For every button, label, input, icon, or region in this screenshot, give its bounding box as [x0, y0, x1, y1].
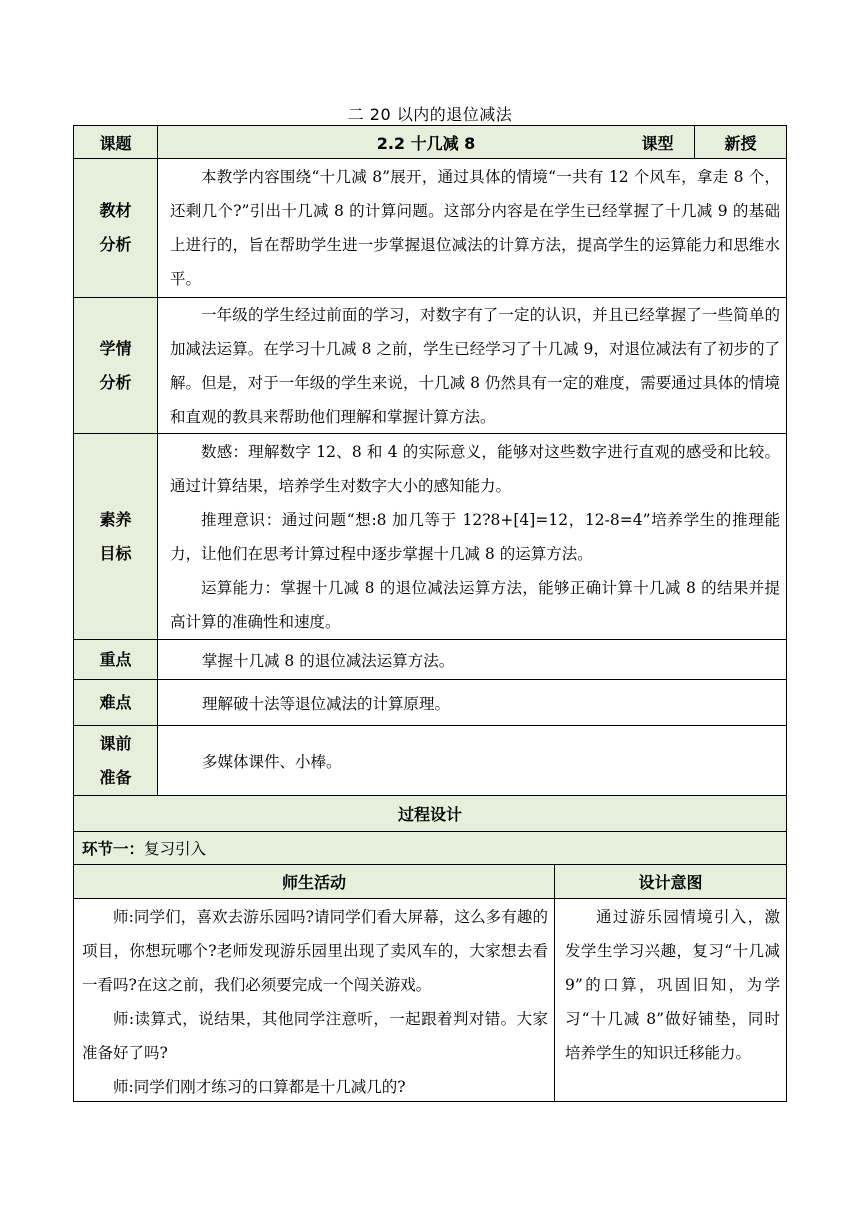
document-title: 二 20 以内的退位减法: [347, 105, 513, 124]
stage-one-title: 复习引入: [144, 840, 207, 858]
difficulty-label: 难点: [74, 680, 158, 726]
topic-label: 课题: [74, 126, 158, 159]
topic-value: 2.2 十几减 8: [158, 126, 695, 159]
material-analysis-text: 本教学内容围绕“十几减 8”展开，通过具体的情境“一共有 12 个风车，拿走 8 个，还剩几个?”引出十几减 8 的计算问题。这部分内容是在学生已经掌握了十几减 9 的基础上进行的，旨在帮助学生进一步掌握退位减法的计算方法，提高学生的运算能力和思维水平。: [158, 159, 786, 298]
design-intent: 通过游乐园情境引入，激发学生学习兴趣，复习“十几减 9”的口算，巩固旧知，为学习“十几减 8”做好铺垫，同时培养学生的知识迁移能力。: [565, 908, 780, 1062]
stage-one-label: 环节一：: [82, 840, 145, 858]
goal-reasoning: 推理意识：通过问题“想:8 加几等于 12?8+[4]=12，12-8=4”培养学生的推理能力，让他们在思考计算过程中逐步掌握十几减 8 的运算方法。: [170, 510, 780, 563]
process-design-title: 过程设计: [74, 796, 786, 832]
material-analysis-label: 教材 分析: [74, 159, 158, 298]
activity-paragraph: 师:同学们，喜欢去游乐园吗?请同学们看大屏幕，这么多有趣的项目，你想玩哪个?老师发现游乐园里出现了卖风车的，大家想去看一看吗?在这之前，我们必须要完成一个闯关游戏。: [82, 908, 548, 994]
difficulty-text: 理解破十法等退位减法的计算原理。: [158, 680, 786, 726]
type-label: 课型: [621, 126, 695, 159]
activity-paragraph: 师:同学们刚才练习的口算都是十几减几的?: [113, 1078, 406, 1096]
goal-computation: 运算能力：掌握十几减 8 的退位减法运算方法，能够正确计算十几减 8 的结果并提高计算的准确性和速度。: [170, 578, 780, 631]
literacy-goals-text: [158, 434, 786, 640]
teacher-student-activities: [74, 899, 555, 1101]
goal-number-sense: 数感：理解数字 12、8 和 4 的实际意义，能够对这些数字进行直观的感受和比较。通过计算结果，培养学生对数字大小的感知能力。: [170, 442, 780, 495]
type-value: 新授: [695, 126, 786, 159]
preparation-text: 多媒体课件、小棒。: [158, 726, 786, 796]
key-point-text: 掌握十几减 8 的退位减法运算方法。: [158, 640, 786, 680]
key-point-label: 重点: [74, 640, 158, 680]
student-analysis-label: 学情 分析: [74, 298, 158, 434]
literacy-goals-label: 素养 目标: [74, 434, 158, 640]
student-analysis-text: 一年级的学生经过前面的学习，对数字有了一定的认识，并且已经掌握了一些简单的加减法运算。在学习十几减 8 之前，学生已经学习了十几减 9，对退位减法有了初步的了解。但是，对于一年级的学生来说，十几减 8 仍然具有一定的难度，需要通过具体的情境和直观的教具来帮助他们理解和掌握计算方法。: [158, 298, 786, 434]
stage-one-heading: [74, 832, 786, 865]
activity-column-header: 师生活动: [74, 865, 555, 899]
activity-paragraph: 师:读算式，说结果，其他同学注意听，一起跟着判对错。大家准备好了吗?: [82, 1010, 548, 1062]
lesson-plan-table: [73, 125, 787, 1102]
preparation-label: 课前 准备: [74, 726, 158, 796]
intent-column-header: 设计意图: [555, 865, 786, 899]
